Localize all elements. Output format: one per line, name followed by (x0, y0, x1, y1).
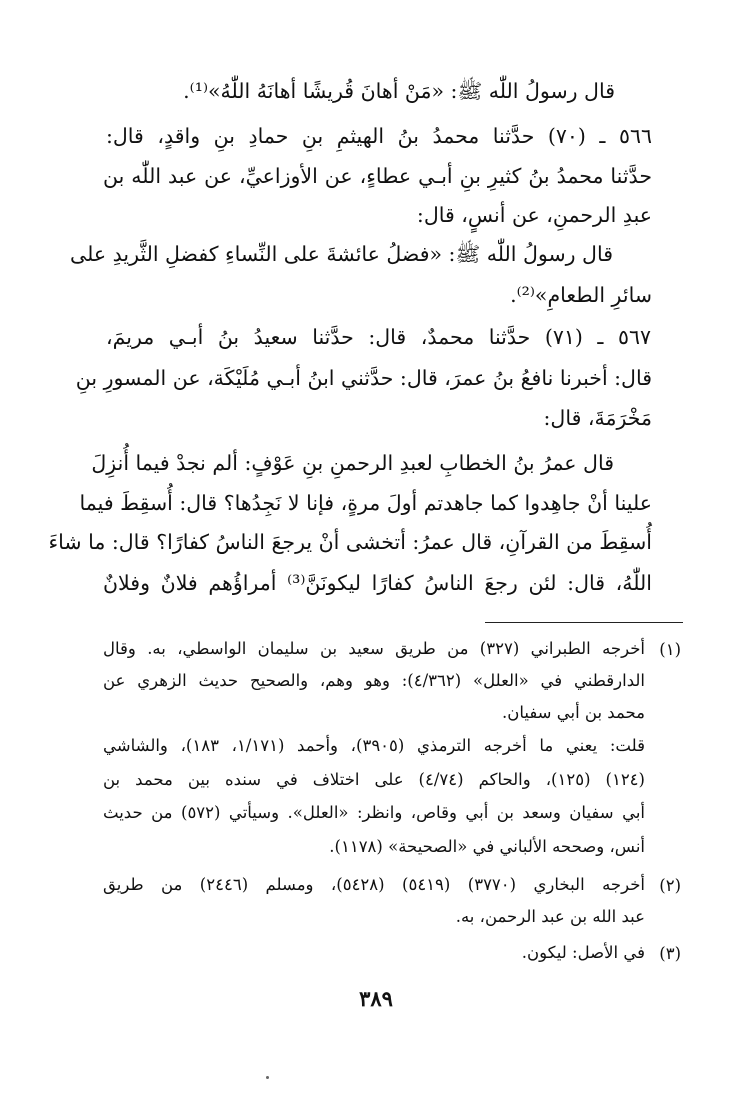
main-line-1: قال رسولُ اللّٰه ﷺ: «مَنْ أهانَ قُريشًا أهانَهُ اللّٰهُ»⁽¹⁾. (183, 79, 615, 103)
footnote-1-line-5: (١٢٤) (١٢٥)، والحاكم (٤/٧٤) على اختلاف في سنده بين محمد بن (103, 770, 645, 789)
footnote-3-marker: (٣) (659, 944, 681, 963)
footnote-2-line-2: عبد الله بن عبد الرحمن، به. (455, 907, 645, 926)
main-line-2-hadith-566: ٥٦٦ ـ (٧٠) حدَّثنا محمدُ بنُ الهيثمِ بنِ حمادِ بنِ واقدٍ، قال: (106, 124, 652, 148)
main-line-7-hadith-567: ٥٦٧ ـ (٧١) حدَّثنا محمدٌ، قال: حدَّثنا سعيدُ بنُ أبـي مريمَ، (106, 325, 651, 349)
main-line-12: أُسقِطَ من القرآنِ، قال عمرُ: أتخشى أنْ يرجعَ الناسُ كفارًا؟ قال: ما شاءَ (48, 530, 652, 554)
footnote-2-line-1: أخرجه البخاري (٣٧٧٠) (٥٤١٩) (٥٤٢٨)، ومسلم (٢٤٤٦) من طريق (103, 875, 646, 894)
footnote-1-line-4: قلت: يعني ما أخرجه الترمذي (٣٩٠٥)، وأحمد (١/١٧١، ١٨٣)، والشاشي (103, 736, 645, 755)
footnote-separator-rule (485, 622, 683, 623)
main-line-9: مَخْرَمَةَ، قال: (543, 406, 652, 430)
page-number: ٣٨٩ (359, 986, 393, 1011)
main-line-8: قال: أخبرنا نافعُ بنُ عمرَ، قال: حدَّثني ابنُ أبـي مُلَيْكَة، عن المسورِ بنِ (75, 366, 652, 390)
footnote-3-line-1: في الأصل: ليكون. (521, 943, 645, 962)
footnote-1-marker: (١) (659, 640, 681, 659)
footnote-1-line-1: أخرجه الطبراني (٣٢٧) من طريق سعيد بن سليمان الواسطي، به. وقال (103, 639, 645, 658)
footnote-1-line-6: أبي سفيان وسعد بن أبي وقاص، وانظر: «العلل». وسيأتي (٥٧٢) من حديث (103, 803, 645, 822)
main-line-11: علينا أنْ جاهِدوا كما جاهدتم أولَ مرةٍ، فإنا لا نَجِدُها؟ قال: أُسقِطَ فيما (79, 491, 652, 515)
main-line-13: اللّٰهُ، قال: لئن رجعَ الناسُ كفارًا ليكونَنَّ⁽³⁾ أمراؤُهم فلانٌ وفلانٌ (103, 571, 652, 595)
footnote-1-line-3: محمد بن أبي سفيان. (501, 703, 645, 722)
main-line-6: سائرِ الطعامِ»⁽²⁾. (510, 283, 652, 307)
main-line-4: عبدِ الرحمنِ، عن أنسٍ، قال: (416, 203, 652, 227)
main-line-5: قال رسولُ اللّٰه ﷺ: «فضلُ عائشةَ على النِّساءِ كفضلِ الثَّريدِ على (69, 242, 613, 266)
scan-speck (266, 1076, 269, 1079)
main-line-10: قال عمرُ بنُ الخطابِ لعبدِ الرحمنِ بنِ عَوْفٍ: ألم نجدْ فيما أُنزِلَ (91, 451, 614, 475)
main-line-3: حدَّثنا محمدُ بنُ كثيرِ بنِ أبـي عطاءٍ، عن الأوزاعيِّ، عن عبد اللّٰه بن (103, 164, 652, 188)
footnote-1-line-2: الدارقطني في «العلل» (٤/٣٦٢): وهو وهم، والصحيح حديث الزهري عن (103, 671, 645, 690)
footnote-2-marker: (٢) (659, 876, 681, 895)
footnote-1-line-7: أنس، وصححه الألباني في «الصحيحة» (١١٧٨). (329, 837, 645, 856)
